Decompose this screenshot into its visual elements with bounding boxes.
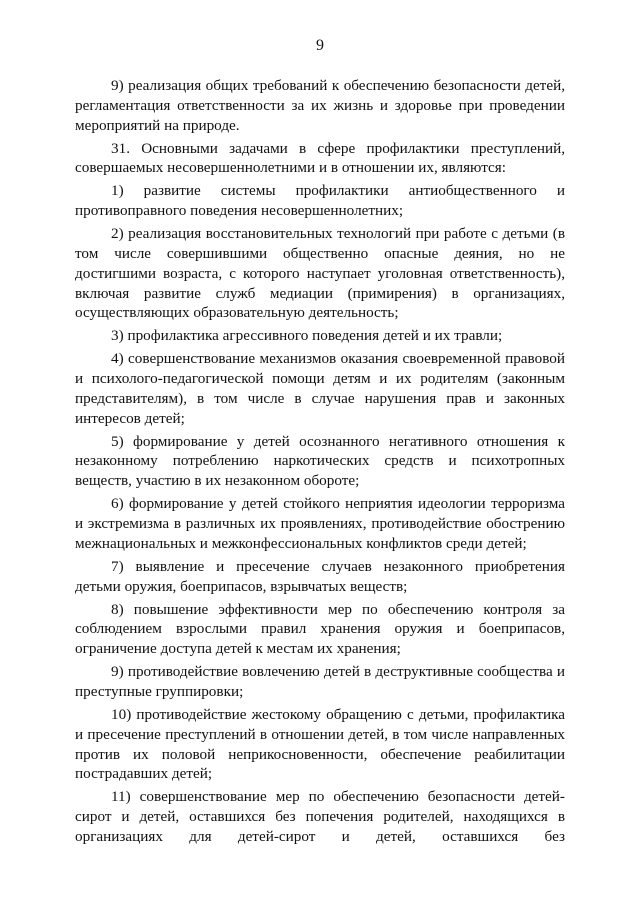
paragraph-item-5: 5) формирование у детей осознанного негативного отношения к незаконному потреблению наркотических средств и психотропных веществ, участию в их незаконном обороте; — [75, 432, 565, 490]
paragraph-item-8: 8) повышение эффективности мер по обеспечению контроля за соблюдением взрослыми правил хранения оружия и боеприпасов, ограничение доступа детей к местам их хранения; — [75, 600, 565, 658]
paragraph-item-4: 4) совершенствование механизмов оказания своевременной правовой и психолого-педагогической помощи детям и их родителям (законным представителям), в том числе в случае нарушения прав и законных интересов детей; — [75, 350, 565, 427]
paragraph-item-9: 9) противодействие вовлечению детей в деструктивные сообщества и преступные группировки; — [75, 663, 565, 700]
page-number: 9 — [316, 37, 324, 54]
paragraph-item-2: 2) реализация восстановительных технологий при работе с детьми (в том числе совершившими общественно опасные деяния, но не достигшими возраста, с которого наступает уголовная ответственность), включая развитие служб медиации (примирения) в организациях, осуществляющих образовательную деятельность; — [75, 225, 565, 322]
paragraph-item-10: 10) противодействие жестокому обращению с детьми, профилактика и пресечение преступлений в отношении детей, в том числе направленных против их половой неприкосновенности, обеспечение реабилитации пострадавших детей; — [75, 705, 565, 783]
paragraph-item-11: 11) совершенствование мер по обеспечению безопасности детей-сирот и детей, оставшихся без попечения родителей, находящихся в организациях для детей-сирот и детей, оставшихся без — [75, 788, 565, 845]
paragraph-item-6: 6) формирование у детей стойкого неприятия идеологии терроризма и экстремизма в различных их проявлениях, противодействие обострению межнациональных и межконфессиональных конфликтов среди детей; — [75, 495, 565, 552]
paragraph-item-9-safety-requirements: 9) реализация общих требований к обеспечению безопасности детей, регламентация ответственности за их жизнь и здоровье при проведении мероприятий на природе. — [75, 77, 565, 134]
paragraph-item-3: 3) профилактика агрессивного поведения детей и их травли; — [111, 327, 503, 345]
document-body — [75, 76, 565, 850]
paragraph-section-31-intro: 31. Основными задачами в сфере профилактики преступлений, совершаемых несовершеннолетними и в отношении их, являются: — [75, 139, 565, 177]
paragraph-item-1: 1) развитие системы профилактики антиобщественного и противоправного поведения несовершеннолетних; — [75, 182, 565, 220]
paragraph-item-7: 7) выявление и пресечение случаев незаконного приобретения детьми оружия, боеприпасов, взрывчатых веществ; — [75, 557, 565, 595]
